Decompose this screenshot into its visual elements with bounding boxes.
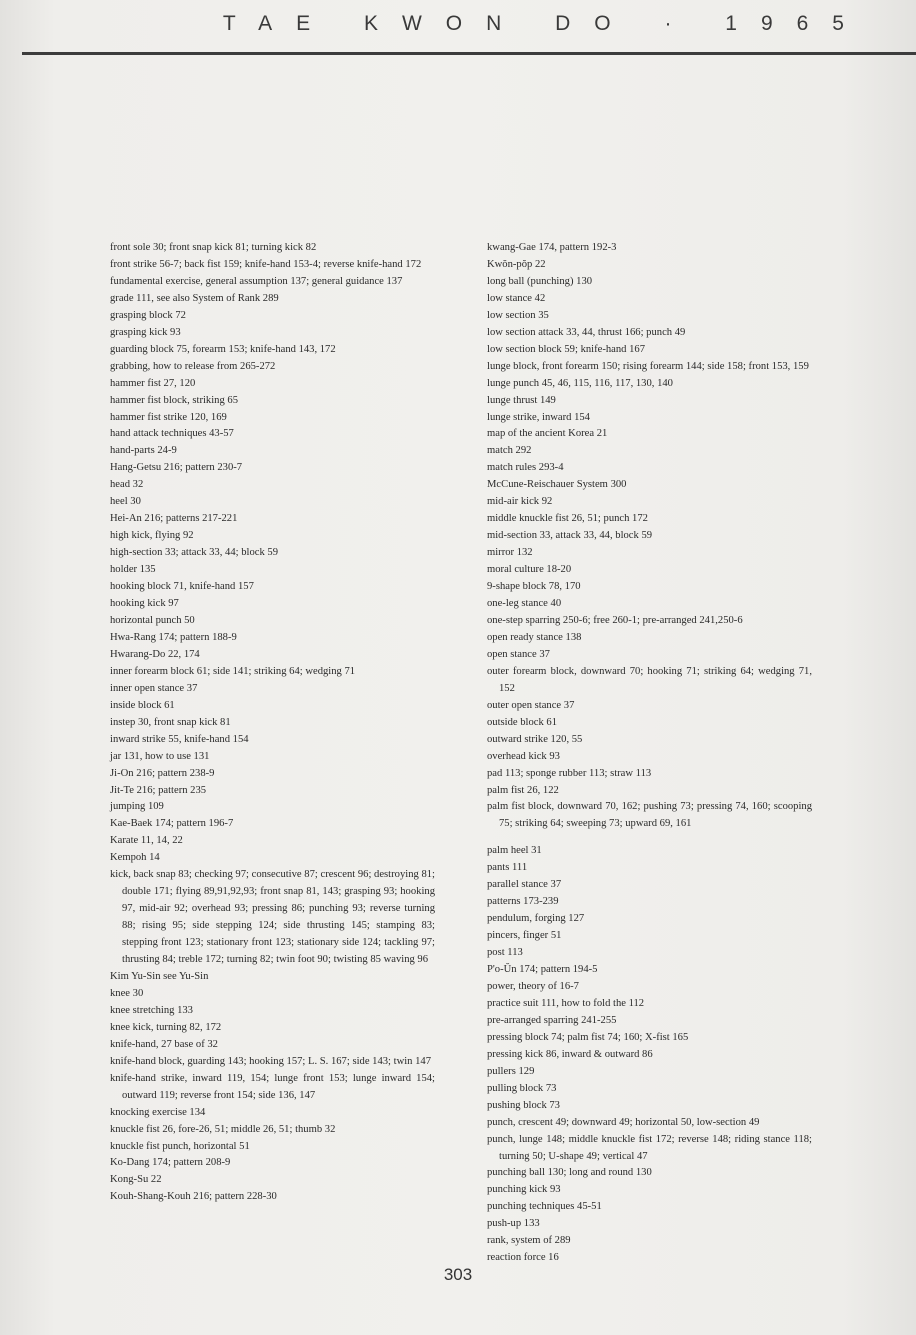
index-entry: match 292	[487, 445, 532, 457]
index-entry: knocking exercise 134	[110, 1106, 206, 1118]
index-entry: middle knuckle fist 26, 51; punch 172	[487, 513, 648, 525]
index-entry: hand attack techniques 43-57	[110, 428, 234, 440]
index-entry: Hwa-Rang 174; pattern 188-9	[110, 631, 237, 643]
index-entry: mid-air kick 92	[487, 496, 553, 508]
index-entry: mirror 132	[487, 547, 533, 559]
index-entry: knuckle fist 26, fore-26, 51; middle 26, 51; thumb 32	[110, 1123, 336, 1135]
index-entry: Hwarang-Do 22, 174	[110, 648, 200, 660]
index-entry: grade 111, see also System of Rank 289	[110, 292, 279, 304]
index-entry: inner open stance 37	[110, 682, 198, 694]
index-entry: power, theory of 16-7	[487, 980, 579, 992]
index-entry: knife-hand, 27 base of 32	[110, 1038, 218, 1050]
index-entry: one-leg stance 40	[487, 598, 562, 610]
index-entry: low section block 59; knife-hand 167	[487, 343, 645, 355]
index-entry: 9-shape block 78, 170	[487, 581, 581, 593]
index-entry: Kae-Baek 174; pattern 196-7	[110, 818, 234, 830]
index-column-left	[110, 240, 435, 1206]
index-entry: hooking block 71, knife-hand 157	[110, 581, 254, 593]
index-entry: map of the ancient Korea 21	[487, 428, 608, 440]
index-entry: pants 111	[487, 862, 528, 874]
index-entry: Jit-Te 216; pattern 235	[110, 784, 207, 796]
index-entry: pressing kick 86, inward & outward 86	[487, 1048, 653, 1060]
index-entry: fundamental exercise, general assumption 137; general guidance 137	[110, 275, 403, 287]
index-entry: punching kick 93	[487, 1184, 561, 1196]
index-entry: palm fist block, downward 70, 162; pushing 73; pressing 74, 160; scooping 75; striking 64; sweeping 73; upward 69, 161	[487, 801, 812, 830]
index-entry: hand-parts 24-9	[110, 445, 177, 457]
index-entry: holder 135	[110, 564, 156, 576]
index-entry: pre-arranged sparring 241-255	[487, 1014, 617, 1026]
index-entry: inner forearm block 61; side 141; striking 64; wedging 71	[110, 665, 356, 677]
index-entry: knee stretching 133	[110, 1004, 193, 1016]
index-entry: parallel stance 37	[487, 879, 562, 891]
index-entry: rank, system of 289	[487, 1235, 571, 1247]
index-entry: inside block 61	[110, 699, 175, 711]
index-entry: palm fist 26, 122	[487, 784, 559, 796]
index-entry: match rules 293-4	[487, 462, 564, 474]
index-entry: instep 30, front snap kick 81	[110, 716, 231, 728]
index-entry: punch, lunge 148; middle knuckle fist 172; reverse 148; riding stance 118; turning 50; U-shape 49; vertical 47	[487, 1133, 812, 1162]
index-entry: Karate 11, 14, 22	[110, 835, 183, 847]
index-entry: hammer fist strike 120, 169	[110, 411, 227, 423]
index-entry: open ready stance 138	[487, 631, 582, 643]
index-entry: knuckle fist punch, horizontal 51	[110, 1140, 250, 1152]
index-entry: hammer fist 27, 120	[110, 377, 196, 389]
index-entry: punching techniques 45-51	[487, 1201, 602, 1213]
index-entry: pressing block 74; palm fist 74; 160; X-fist 165	[487, 1031, 689, 1043]
index-entry: grasping kick 93	[110, 326, 181, 338]
index-entry: jumping 109	[110, 801, 164, 813]
running-header	[22, 0, 916, 58]
index-entry: knee kick, turning 82, 172	[110, 1021, 222, 1033]
index-entry: low stance 42	[487, 292, 546, 304]
index-entry: pushing block 73	[487, 1099, 560, 1111]
index-entry: Kouh-Shang-Kouh 216; pattern 228-30	[110, 1191, 277, 1203]
index-entry: one-step sparring 250-6; free 260-1; pre-arranged 241,250-6	[487, 614, 743, 626]
index-entry: pincers, finger 51	[487, 930, 562, 942]
index-entry: Ji-On 216; pattern 238-9	[110, 767, 215, 779]
index-entry: head 32	[110, 479, 144, 491]
index-entry: Kim Yu-Sin see Yu-Sin	[110, 970, 209, 982]
index-entry: front sole 30; front snap kick 81; turning kick 82	[110, 242, 317, 253]
index-entry: low section 35	[487, 309, 549, 321]
index-entry: moral culture 18-20	[487, 564, 572, 576]
header-title: TAE KWON DO · 1965	[222, 12, 868, 35]
index-entry: inward strike 55, knife-hand 154	[110, 733, 249, 745]
index-entry: punch, crescent 49; downward 49; horizontal 50, low-section 49	[487, 1116, 760, 1128]
index-entry: jar 131, how to use 131	[110, 750, 210, 762]
index-entry: Hang-Getsu 216; pattern 230-7	[110, 462, 243, 474]
index-entry: guarding block 75, forearm 153; knife-hand 143, 172	[110, 343, 336, 355]
index-entry: long ball (punching) 130	[487, 275, 593, 287]
index-entry: punching ball 130; long and round 130	[487, 1167, 652, 1179]
index-entry: hammer fist block, striking 65	[110, 394, 238, 406]
index-entry: palm heel 31	[487, 845, 542, 857]
index-entry: reaction force 16	[487, 1252, 559, 1264]
index-entry: kwang-Gae 174, pattern 192-3	[487, 242, 617, 253]
index-entry: outside block 61	[487, 716, 558, 728]
index-entry: lunge thrust 149	[487, 394, 556, 406]
index-entry: McCune-Reischauer System 300	[487, 479, 627, 491]
page-number: 303	[443, 1265, 473, 1284]
index-entry: knife-hand block, guarding 143; hooking 157; L. S. 167; side 143; twin 147	[110, 1055, 432, 1067]
index-entry: knee 30	[110, 987, 144, 999]
index-entry: outer open stance 37	[487, 699, 575, 711]
index-entry: front strike 56-7; back fist 159; knife-hand 153-4; reverse knife-hand 172	[110, 258, 422, 270]
index-entry: lunge block, front forearm 150; rising forearm 144; side 158; front 153, 159	[487, 360, 809, 372]
index-entry: lunge strike, inward 154	[487, 411, 590, 423]
index-entry: knife-hand strike, inward 119, 154; lunge front 153; lunge inward 154; outward 119; reverse front 154; side 136, 147	[110, 1072, 435, 1101]
index-entry: Ko-Dang 174; pattern 208-9	[110, 1157, 231, 1169]
index-entry: mid-section 33, attack 33, 44, block 59	[487, 530, 653, 542]
index-entry: pad 113; sponge rubber 113; straw 113	[487, 767, 652, 779]
index-entry: low section attack 33, 44, thrust 166; punch 49	[487, 326, 686, 338]
index-entry: Kwŏn-pŏp 22	[487, 258, 546, 270]
index-entry: grabbing, how to release from 265-272	[110, 360, 276, 372]
index-entry: post 113	[487, 947, 523, 959]
index-entry: outward strike 120, 55	[487, 733, 583, 745]
index-entry: overhead kick 93	[487, 750, 560, 762]
header-rule	[22, 52, 916, 55]
index-entry: pullers 129	[487, 1065, 535, 1077]
index-entry: pulling block 73	[487, 1082, 557, 1094]
index-entry: P'o-Ŭn 174; pattern 194-5	[487, 964, 598, 976]
index-entry: high kick, flying 92	[110, 530, 194, 542]
index-entry: push-up 133	[487, 1218, 540, 1230]
index-entry: patterns 173-239	[487, 896, 559, 908]
index-entry: heel 30	[110, 496, 141, 508]
index-entry: horizontal punch 50	[110, 614, 195, 626]
index-entry: Kempoh 14	[110, 852, 160, 864]
index-entry: outer forearm block, downward 70; hooking 71; striking 64; wedging 71, 152	[487, 665, 812, 694]
index-entry: lunge punch 45, 46, 115, 116, 117, 130, 140	[487, 377, 673, 389]
index-entry: hooking kick 97	[110, 598, 179, 610]
entry-gap	[487, 833, 812, 843]
index-entry: pendulum, forging 127	[487, 913, 585, 925]
index-entry: kick, back snap 83; checking 97; consecutive 87; crescent 96; destroying 81; double 171; flying 89,91,92,93; front snap 81, 143; grasping 93; hooking 97, mid-air 92; overhead 93; pressing 86; punching 93; reverse turning 88; rising 95; side stepping 124; side thrusting 145; stamping 83; stepping front 123; stationary front 123; stationary side 124; tackling 97; thrusting 84; treble 172; turning 82; twin foot 90; twisting 85 waving 96	[110, 869, 435, 966]
index-entry: grasping block 72	[110, 309, 186, 321]
index-entry: practice suit 111, how to fold the 112	[487, 997, 645, 1009]
index-entry: high-section 33; attack 33, 44; block 59	[110, 547, 278, 559]
index-entry: Kong-Su 22	[110, 1174, 162, 1186]
index-entry: open stance 37	[487, 648, 550, 660]
index-column-right	[487, 240, 812, 1267]
index-entry: Hei-An 216; patterns 217-221	[110, 513, 238, 525]
